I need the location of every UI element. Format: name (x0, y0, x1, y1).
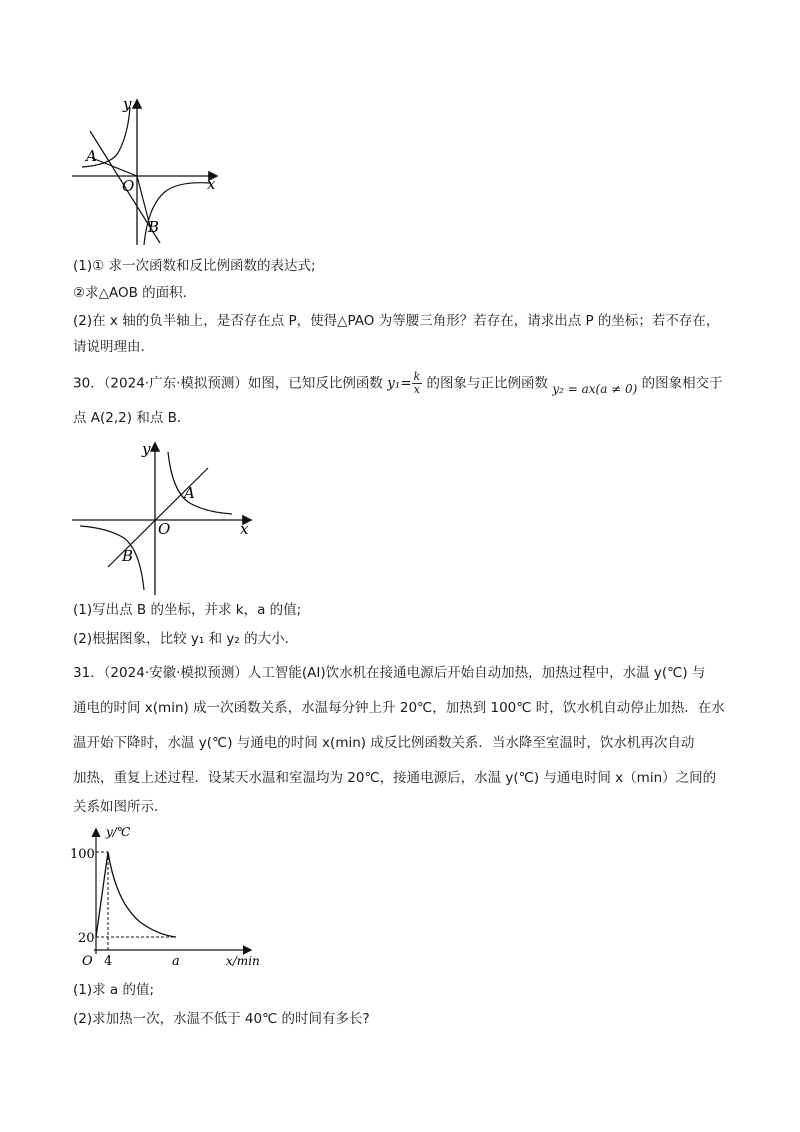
hyperbola-q1 (168, 452, 232, 514)
label-a: A (184, 484, 195, 502)
label-o: O (122, 177, 135, 195)
segment-oa (92, 158, 137, 176)
label-x: x/min (226, 954, 260, 968)
cooling-curve (108, 852, 176, 937)
q30-y2expr: y₂ = ax(a ≠ 0) (552, 381, 638, 396)
q31-line4: 加热，重复上述过程．设某天水温和室温均为 20℃，接通电源后，水温 y(℃) 与通电时间 x（min）之间的 (73, 770, 717, 786)
q30-eq: = (400, 375, 412, 392)
q31-figure (70, 822, 270, 972)
label-y: y (142, 440, 151, 458)
q30-number: 30． (73, 375, 104, 392)
q31-part2: (2)求加热一次，水温不低于 40℃ 的时间有多长? (73, 1011, 370, 1027)
tick-4: 4 (104, 954, 113, 969)
label-x: x (240, 520, 249, 538)
tick-20: 20 (78, 931, 95, 946)
q30-figure (70, 440, 260, 600)
heating-segment (96, 852, 108, 937)
q31-line3: 温开始下降时，水温 y(℃) 与通电的时间 x(min) 成反比例函数关系．当水降至室温时，饮水机再次自动 (73, 735, 695, 751)
q29-part1b: ②求△AOB 的面积． (73, 285, 197, 301)
q30-text-b: 的图象与正比例函数 (426, 375, 549, 392)
label-x: x (207, 175, 216, 193)
q31-line1: 31．（2024·安徽·模拟预测）人工智能(AI)饮水机在接通电源后开始自动加热，加热过程中，水温 y(℃) 与 (73, 665, 706, 681)
q30-stem-line1 (73, 371, 723, 396)
q31-part1: (1)求 a 的值; (73, 982, 155, 998)
q31-line5: 关系如图所示． (73, 799, 168, 815)
label-y: y/℃ (106, 825, 131, 839)
label-y: y (123, 95, 132, 113)
q30-y1: y₁ (387, 375, 401, 392)
q29-part2-line1: (2)在 x 轴的负半轴上，是否存在点 P，使得△PAO 为等腰三角形？若存在，请求出点 P 的坐标；若不存在， (73, 313, 720, 329)
label-o: O (158, 520, 171, 538)
label-b: B (122, 547, 134, 565)
tick-100: 100 (70, 847, 95, 862)
q30-part1: (1)写出点 B 的坐标，并求 k，a 的值; (73, 602, 302, 618)
q30-source: （2024·广东·模拟预测） (103, 375, 248, 392)
tick-a: a (172, 954, 180, 969)
q30-part2: (2)根据图象，比较 y₁ 和 y₂ 的大小． (73, 631, 299, 647)
hyperbola-q3 (80, 526, 144, 590)
q30-frac-num: k (413, 370, 421, 383)
q30-text-a: 如图，已知反比例函数 (247, 375, 383, 392)
q29-part2-line2: 请说明理由． (73, 339, 154, 355)
q30-frac-den: x (413, 383, 420, 396)
label-o: O (82, 954, 93, 969)
label-a: A (86, 147, 97, 165)
q29-part1a: (1)① 求一次函数和反比例函数的表达式; (73, 258, 316, 274)
label-b: B (148, 218, 160, 236)
q31-line2: 通电的时间 x(min) 成一次函数关系，水温每分钟上升 20℃，加热到 100℃ 时，饮水机自动停止加热．在水 (73, 700, 725, 716)
q29-figure (70, 95, 230, 255)
q30-text-c: 的图象相交于 (641, 375, 723, 392)
q30-line2: 点 A(2,2) 和点 B． (73, 410, 191, 426)
q30-fraction (412, 371, 423, 396)
